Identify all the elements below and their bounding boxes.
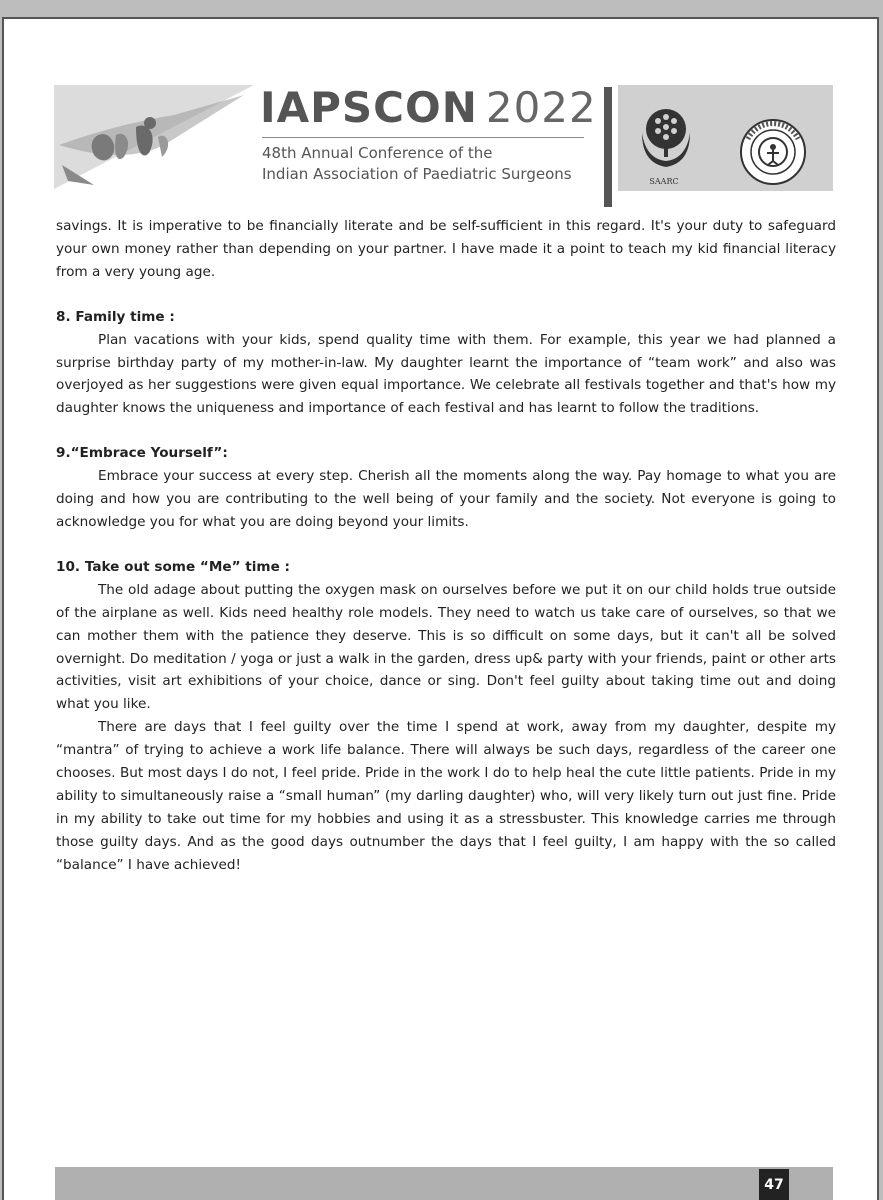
- intro-paragraph: savings. It is imperative to be financially literate and be self-sufficient in this regard. It's your duty to safeguard your own money rather than depending on your partner. I have made it a point to teach my kid financial literacy from a very young age.: [56, 218, 836, 280]
- header-vertical-bar: [604, 87, 612, 207]
- conference-title-year: 2022: [485, 83, 597, 132]
- conference-logo: [54, 85, 254, 189]
- footer-bar: [55, 1167, 833, 1200]
- section-paragraph: Embrace your success at every step. Cherish all the moments along the way. Pay homage to what you are doing and how you are contributing to the well being of your family and the society. Not everyone is going to acknowledge you for what you are doing beyond your limits.: [56, 468, 836, 530]
- conference-title: [260, 83, 597, 132]
- section-heading-me-time: 10. Take out some “Me” time :: [56, 558, 290, 575]
- saarc-logo: [636, 93, 696, 173]
- section-heading-family-time: 8. Family time :: [56, 308, 175, 325]
- header-divider: [262, 137, 584, 138]
- article-body: [56, 215, 836, 877]
- section-paragraph: Plan vacations with your kids, spend quality time with them. For example, this year we had planned a surprise birthday party of my mother-in-law. My daughter learnt the importance of “team work” and also was overjoyed as her suggestions were given equal importance. We celebrate all festivals together and that's how my daughter knows the uniqueness and importance of each festival and has learnt to follow the traditions.: [56, 331, 836, 417]
- conference-title-name: IAPSCON: [260, 83, 478, 132]
- association-seal: [738, 117, 808, 187]
- section-paragraph: There are days that I feel guilty over the time I spend at work, away from my daughter, despite my “mantra” of trying to achieve a work life balance. There will always be such days, regardless of the career one chooses. But most days I do not, I feel pride. Pride in the work I do to help heal the cute little patients. Pride in my ability to simultaneously raise a “small human” (my darling daughter) who, will very likely turn out just fine. Pride in my ability to take out time for my hobbies and using it as a stressbuster. This knowledge carries me through those guilty days. And as the good days outnumber the days that I feel guilty, I am happy with the so called “balance” I have achieved!: [56, 719, 836, 873]
- subtitle-line-2: Indian Association of Paediatric Surgeons: [262, 165, 572, 183]
- subtitle-line-1: 48th Annual Conference of the: [262, 144, 493, 162]
- section-heading-embrace-yourself: 9.“Embrace Yourself”:: [56, 445, 228, 462]
- page-number: 47: [759, 1169, 789, 1200]
- document-page: [2, 17, 879, 1200]
- section-paragraph: The old adage about putting the oxygen mask on ourselves before we put it on our child holds true outside of the airplane as well. Kids need healthy role models. They need to watch us take care of ourselves, so that we can mother them with the patience they deserve. This is so difficult on some days, but it can't all be solved overnight. Do meditation / yoga or just a walk in the garden, dress up& party with your friends, paint or other arts activities, visit art exhibitions of your choice, dance or sing. Don't feel guilty about taking time out and doing what you like.: [56, 581, 836, 713]
- saarc-label: SAARC: [649, 177, 679, 186]
- conference-subtitle: [262, 143, 572, 185]
